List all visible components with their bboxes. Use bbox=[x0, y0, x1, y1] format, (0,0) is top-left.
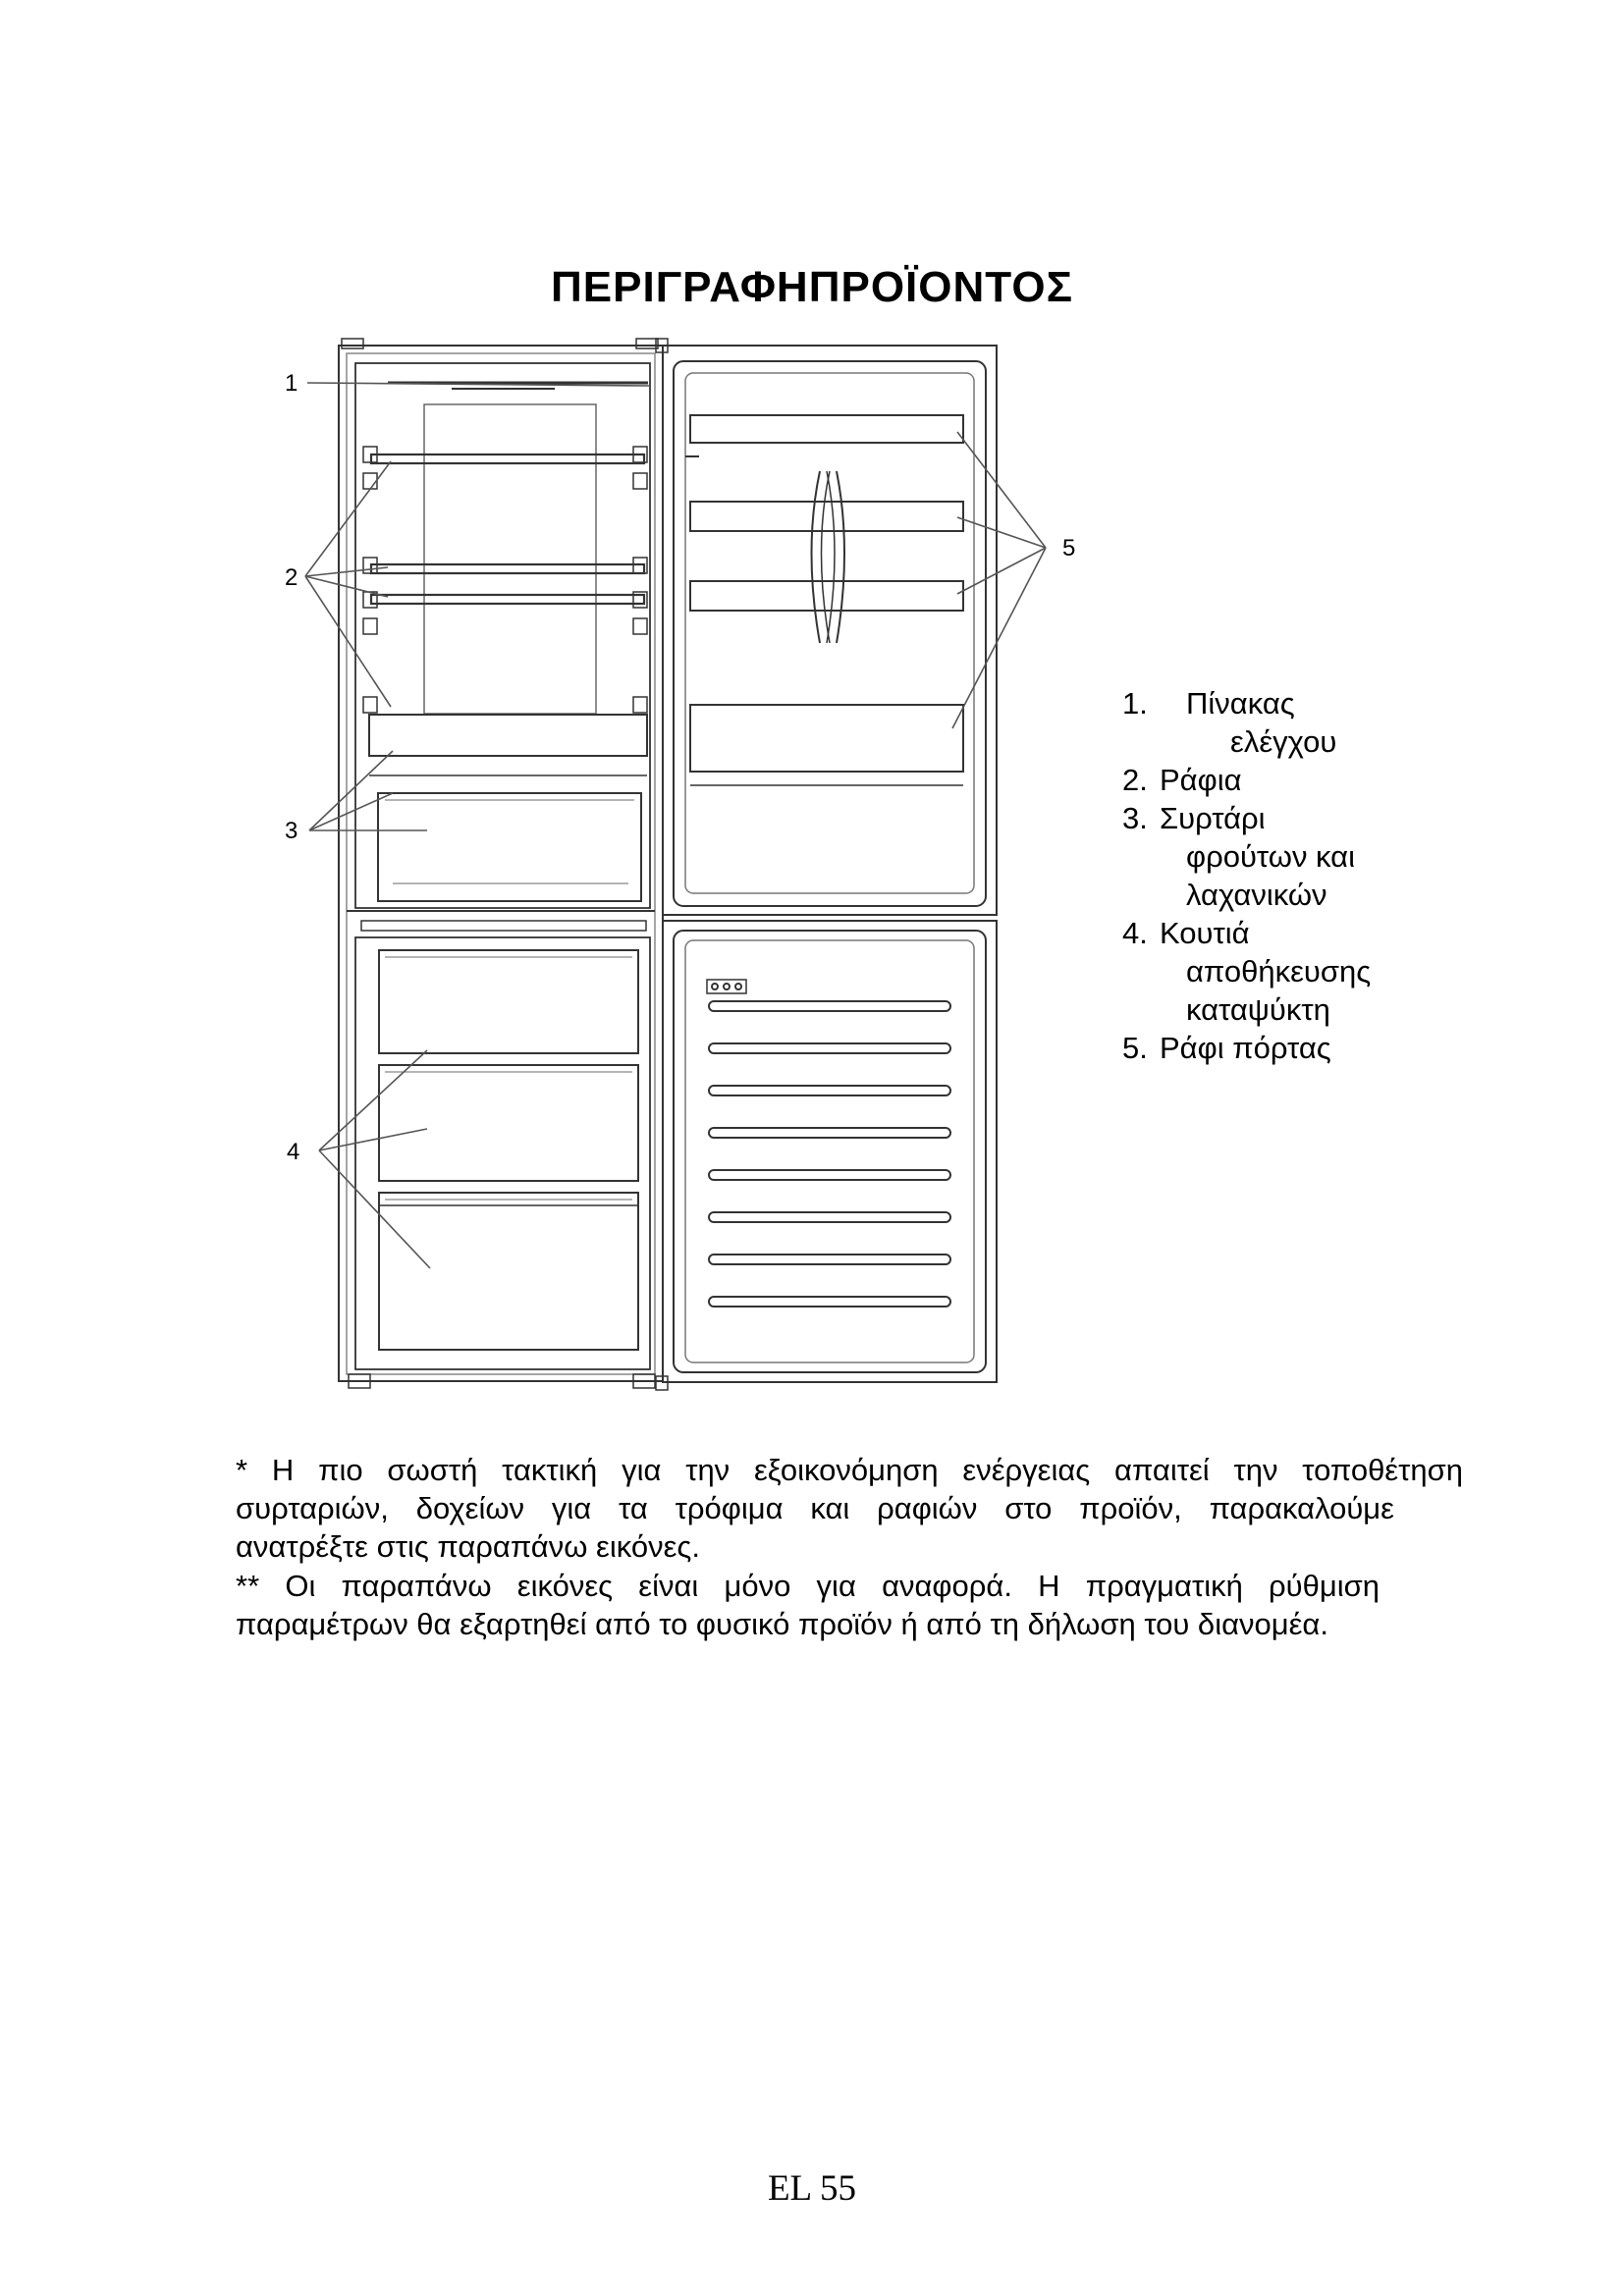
legend-label: Συρτάρι bbox=[1160, 801, 1266, 835]
door bbox=[656, 339, 997, 1390]
legend-item bbox=[1122, 1029, 1371, 1067]
callout-3: 3 bbox=[285, 818, 298, 844]
legend-number: 4. bbox=[1122, 916, 1148, 950]
parts-legend bbox=[1122, 684, 1371, 1067]
legend-number: 3. bbox=[1122, 801, 1148, 835]
legend-label: Κουτιά bbox=[1160, 916, 1250, 950]
page-number: EL 55 bbox=[767, 2168, 857, 2209]
note-line: ανατρέξτε στις παραπάνω εικόνες. bbox=[236, 1529, 700, 1564]
legend-item bbox=[1122, 914, 1371, 1029]
legend-item bbox=[1122, 799, 1371, 914]
legend-number: 5. bbox=[1122, 1031, 1148, 1065]
legend-label: φρούτων και bbox=[1186, 839, 1355, 874]
callout-4: 4 bbox=[287, 1139, 300, 1165]
legend-item bbox=[1122, 761, 1371, 799]
cabinet-body bbox=[339, 339, 663, 1388]
legend-label: αποθήκευσης bbox=[1186, 954, 1372, 988]
callout-1: 1 bbox=[285, 370, 298, 397]
callout-2: 2 bbox=[285, 564, 298, 591]
energy-note bbox=[236, 1451, 1463, 1566]
legend-number: 2. bbox=[1122, 763, 1148, 797]
note-line: ** Οι παραπάνω εικόνες είναι μόνο για αναφορά. Η πραγματική ρύθμιση bbox=[236, 1569, 1380, 1603]
note-line: * Η πιο σωστή τακτική για την εξοικονόμηση ενέργειας απαιτεί την τοποθέτηση bbox=[236, 1453, 1463, 1487]
legend-label: Πίνακας bbox=[1186, 686, 1295, 721]
callout-5: 5 bbox=[1062, 535, 1076, 561]
legend-label: καταψύκτη bbox=[1186, 992, 1330, 1027]
reference-note bbox=[236, 1567, 1463, 1643]
legend-number: 1. bbox=[1122, 686, 1148, 721]
legend-item bbox=[1122, 684, 1371, 761]
note-line: παραμέτρων θα εξαρτηθεί από το φυσικό προϊόν ή από τη δήλωση του διανομέα. bbox=[236, 1607, 1328, 1641]
legend-label: ελέγχου bbox=[1230, 724, 1337, 759]
legend-label: Ράφια bbox=[1160, 763, 1242, 797]
page-title: ΠΕΡΙΓΡΑΦΗΠΡΟΪΟΝΤΟΣ bbox=[551, 263, 1073, 311]
note-line: συρταριών, δοχείων για τα τρόφιμα και ραφιών στο προϊόν, παρακαλούμε bbox=[236, 1491, 1394, 1525]
legend-label: Ράφι πόρτας bbox=[1160, 1031, 1331, 1065]
legend-label: λαχανικών bbox=[1186, 878, 1327, 912]
